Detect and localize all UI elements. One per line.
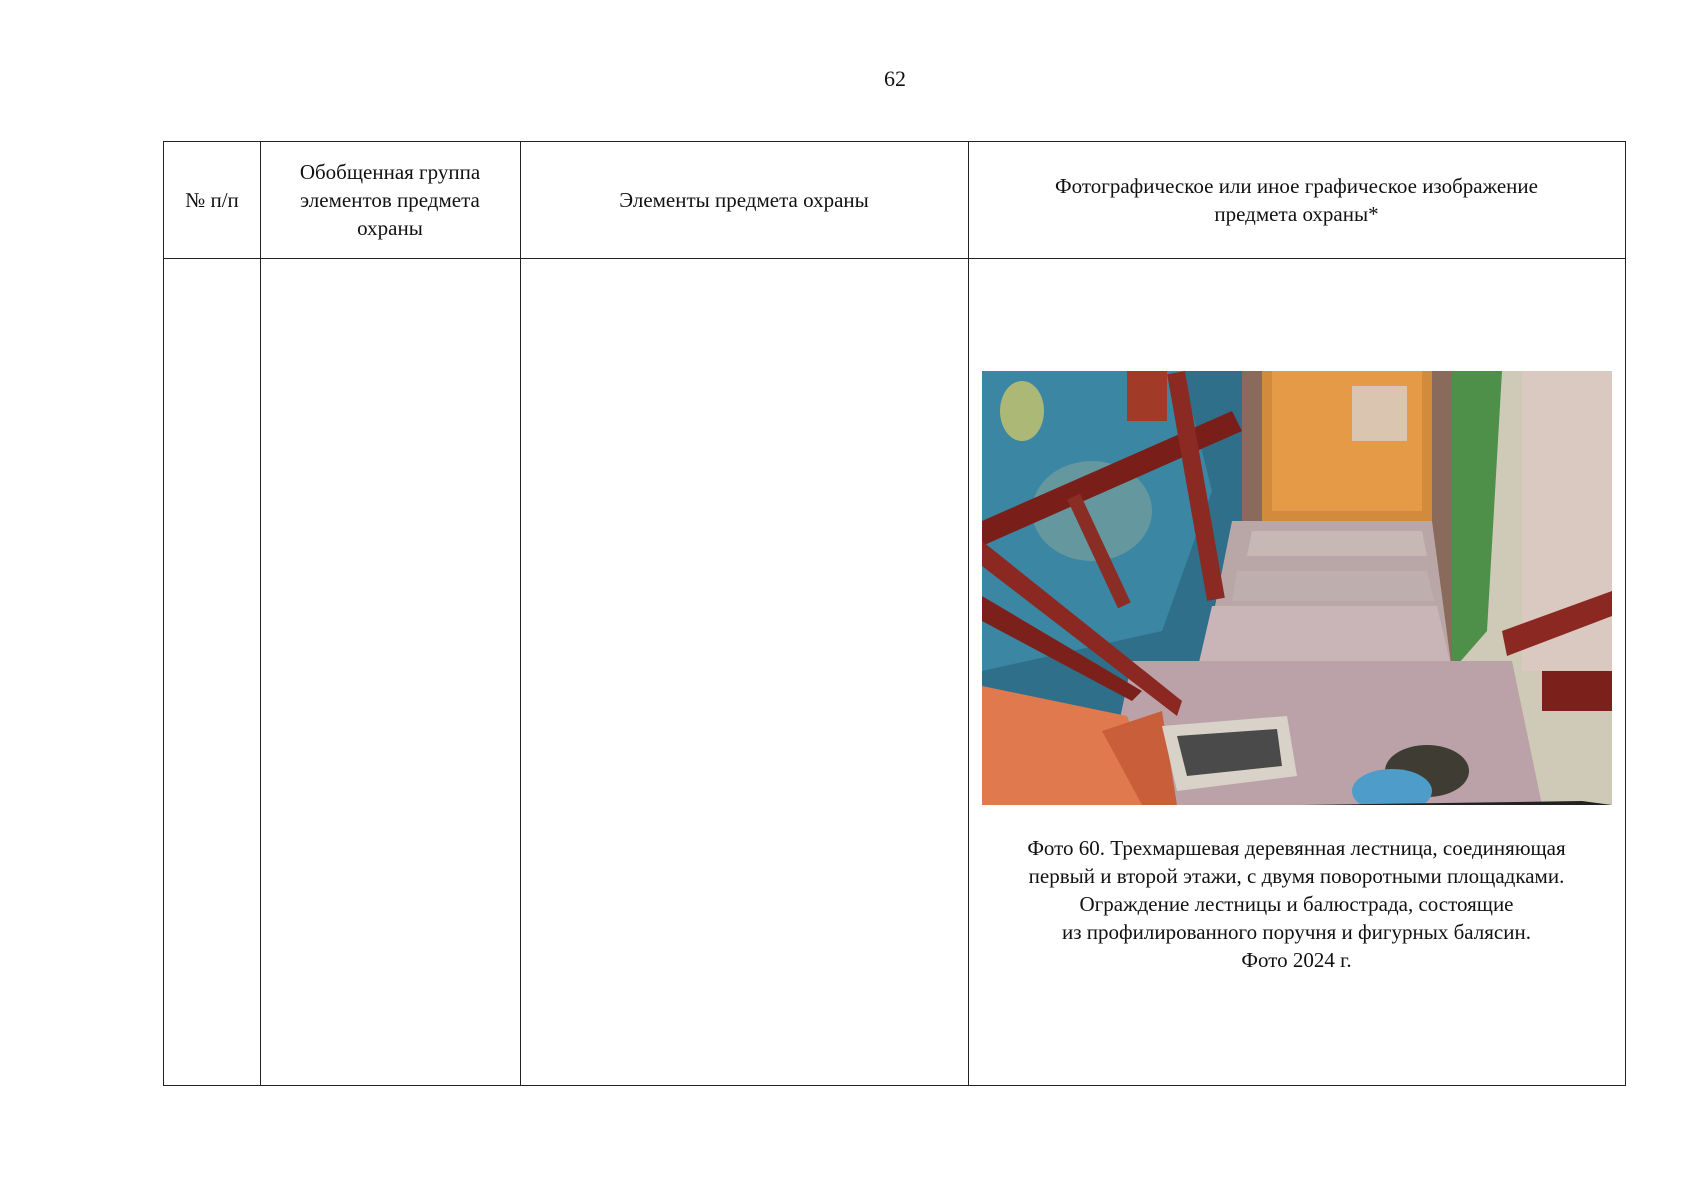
header-photo: Фотографическое или иное графическое изображение предмета охраны* [1055,174,1538,226]
protection-table [163,141,1626,1086]
column-divider [520,142,521,1085]
header-divider [164,258,1625,259]
header-num: № п/п [185,188,239,212]
column-divider [260,142,261,1085]
page-number: 62 [884,66,906,91]
staircase-photo [982,371,1612,805]
photo-caption: Фото 60. Трехмаршевая деревянная лестница, соединяющая первый и второй этажи, с двумя поворотными площадками. Ограждение лестницы и балюстрада, состоящие из профилированного поручня и фигурных балясин. Фото 2024 г. [1027,836,1566,972]
header-group: Обобщенная группа элементов предмета охраны [299,160,481,240]
header-elements: Элементы предмета охраны [619,188,869,212]
